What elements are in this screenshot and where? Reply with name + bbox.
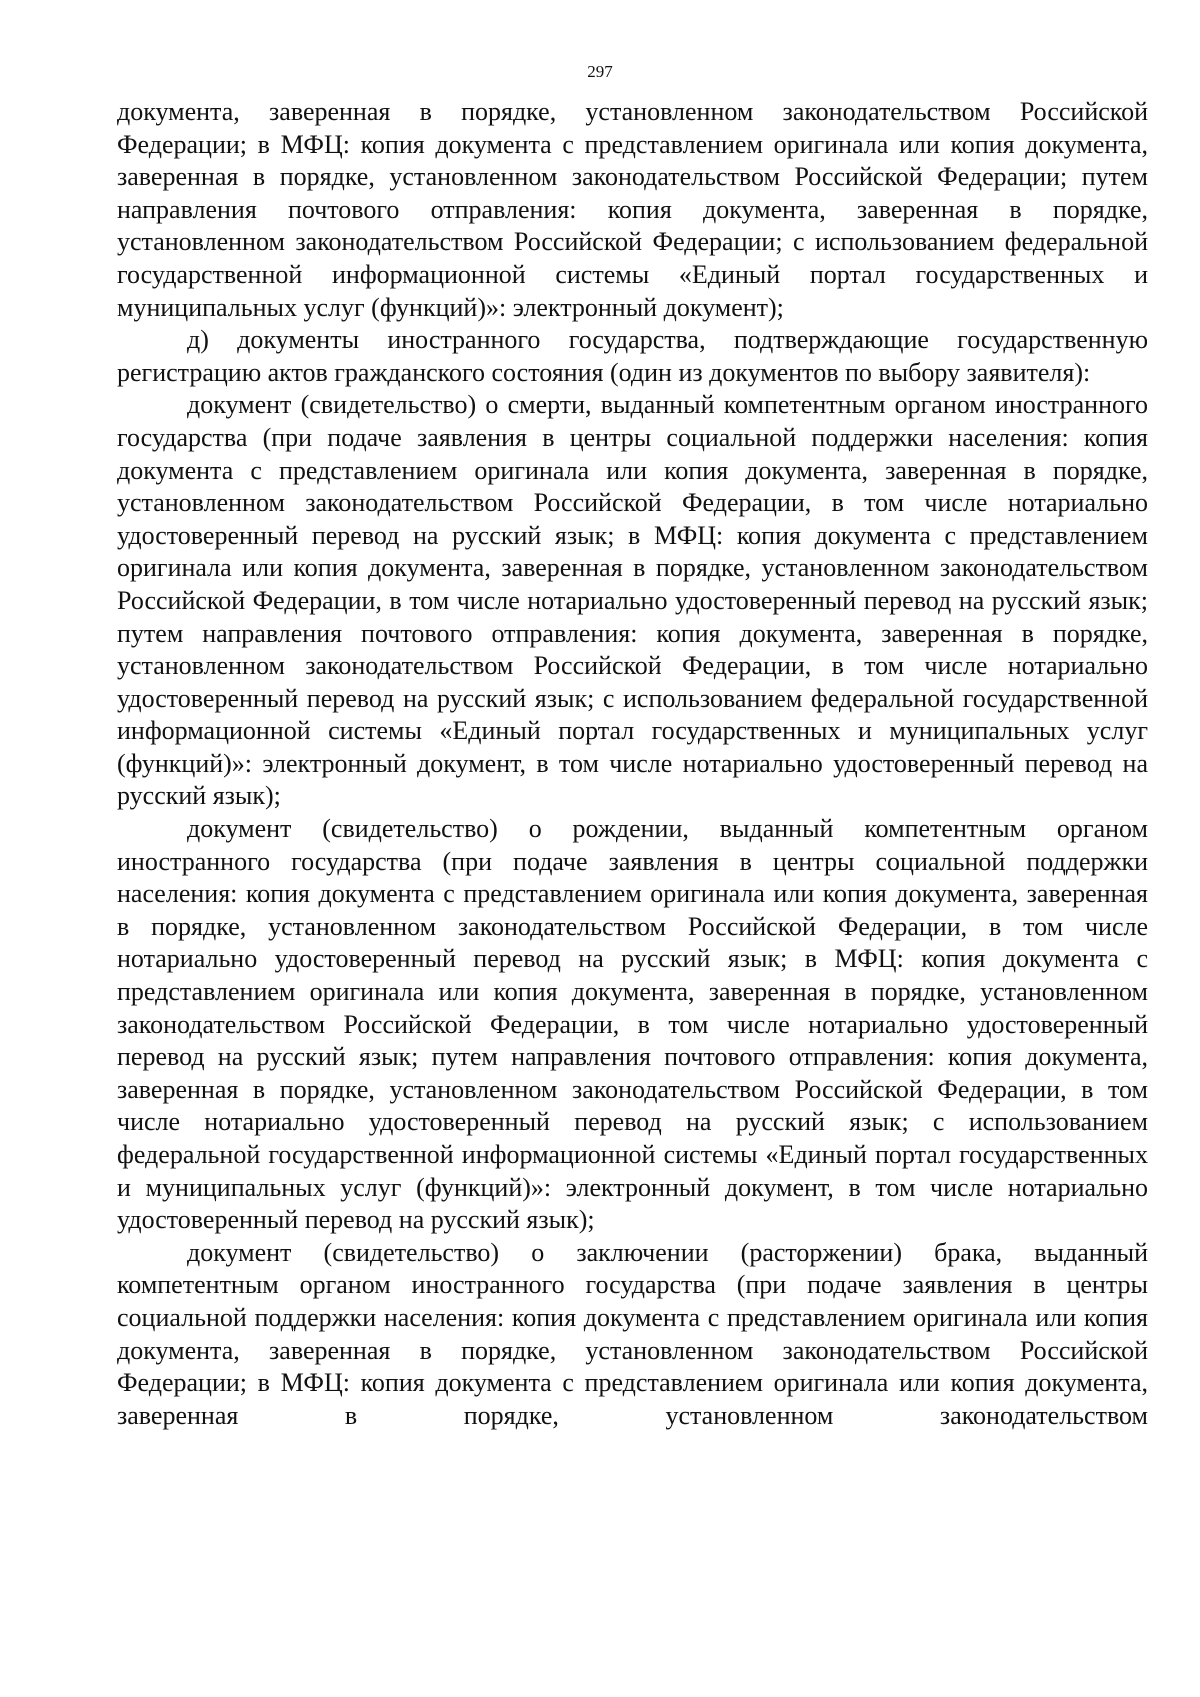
- paragraph: документ (свидетельство) о рождении, выданный компетентным органом иностранного государства (при подаче заявления в центры социальной поддержки населения: копия документа с представлением оригинала или копия документа, заверенная в порядке, установленном законодательством Российской Федерации, в том числе нотариально удостоверенный перевод на русский язык; в МФЦ: копия документа с представлением оригинала или копия документа, заверенная в порядке, установленном законодательством Российской Федерации, в том числе нотариально удостоверенный перевод на русский язык; путем направления почтового отправления: копия документа, заверенная в порядке, установленном законодательством Российской Федерации, в том числе нотариально удостоверенный перевод на русский язык; с использованием федеральной государственной информационной системы «Единый портал государственных и муниципальных услуг (функций)»: электронный документ, в том числе нотариально удостоверенный перевод на русский язык);: [117, 814, 1148, 1235]
- paragraph: документ (свидетельство) о заключении (расторжении) брака, выданный компетентным органом иностранного государства (при подаче заявления в центры социальной поддержки населения: копия документа с представлением оригинала или копия документа, заверенная в порядке, установленном законодательством Российской Федерации; в МФЦ: копия документа с представлением оригинала или копия документа, заверенная в порядке, установленном законодательством: [117, 1237, 1148, 1430]
- paragraph: документ (свидетельство) о смерти, выданный компетентным органом иностранного государства (при подаче заявления в центры социальной поддержки населения: копия документа с представлением оригинала или копия документа, заверенная в порядке, установленном законодательством Российской Федерации, в том числе нотариально удостоверенный перевод на русский язык; в МФЦ: копия документа с представлением оригинала или копия документа, заверенная в порядке, установленном законодательством Российской Федерации, в том числе нотариально удостоверенный перевод на русский язык; путем направления почтового отправления: копия документа, заверенная в порядке, установленном законодательством Российской Федерации, в том числе нотариально удостоверенный перевод на русский язык; с использованием федеральной государственной информационной системы «Единый портал государственных и муниципальных услуг (функций)»: электронный документ, в том числе нотариально удостоверенный перевод на русский язык);: [117, 390, 1148, 811]
- paragraph: д) документы иностранного государства, подтверждающие государственную регистрацию актов гражданского состояния (один из документов по выбору заявителя):: [117, 325, 1148, 387]
- body-text: [117, 96, 1148, 1432]
- page-number: 297: [587, 62, 613, 81]
- paragraph: документа, заверенная в порядке, установленном законодательством Российской Федерации; в МФЦ: копия документа с представлением оригинала или копия документа, заверенная в порядке, установленном законодательством Российской Федерации; путем направления почтового отправления: копия документа, заверенная в порядке, установленном законодательством Российской Федерации; с использованием федеральной государственной информационной системы «Единый портал государственных и муниципальных услуг (функций)»: электронный документ);: [117, 97, 1148, 322]
